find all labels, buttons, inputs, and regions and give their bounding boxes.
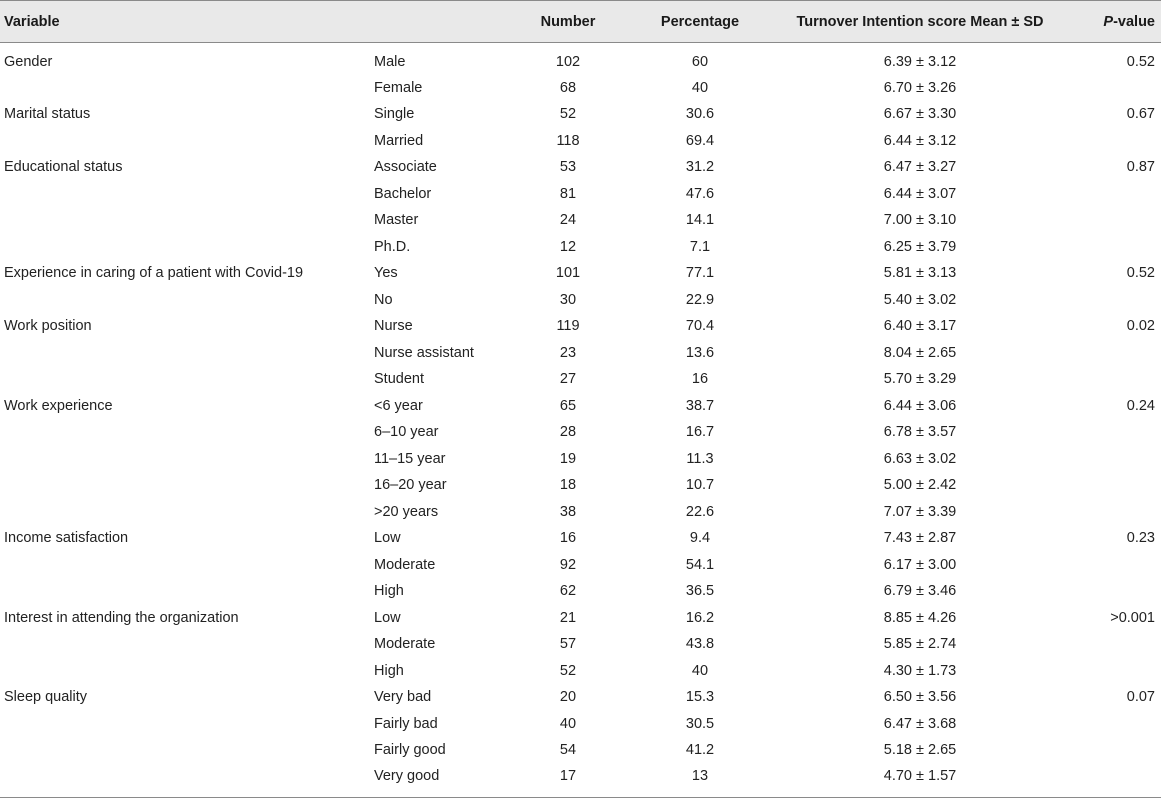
table-row xyxy=(0,446,1161,473)
cell-percentage: 40 xyxy=(691,662,709,679)
cell-p-value xyxy=(1074,711,1161,738)
cell-variable xyxy=(0,552,370,579)
cell-category: High xyxy=(374,662,404,679)
cell-variable xyxy=(0,658,370,685)
cell-mean-sd: 5.81 ± 3.13 xyxy=(883,265,957,282)
cell-number: 28 xyxy=(559,424,577,441)
cell-mean-sd: 5.85 ± 2.74 xyxy=(883,636,957,653)
header-percentage: Percentage xyxy=(634,1,766,43)
cell-number: 53 xyxy=(559,159,577,176)
cell-category: Nurse assistant xyxy=(374,344,474,361)
cell-number: 16 xyxy=(559,530,577,547)
cell-p-value: >0.001 xyxy=(1110,609,1155,626)
cell-variable xyxy=(0,366,370,393)
cell-mean-sd: 4.70 ± 1.57 xyxy=(766,764,1074,798)
cell-p-value xyxy=(1074,658,1161,685)
cell-percentage: 13.6 xyxy=(685,344,715,361)
table-row xyxy=(0,419,1161,446)
cell-percentage: 77.1 xyxy=(685,265,715,282)
cell-number: 119 xyxy=(556,318,580,335)
cell-percentage: 16 xyxy=(691,371,709,388)
table-row xyxy=(0,631,1161,658)
cell-number: 21 xyxy=(559,609,577,626)
cell-percentage: 13 xyxy=(634,764,766,798)
cell-percentage: 22.6 xyxy=(685,503,715,520)
cell-p-value xyxy=(1074,181,1161,208)
cell-p-value: 0.23 xyxy=(1126,530,1155,547)
cell-percentage: 47.6 xyxy=(685,185,715,202)
cell-category: Married xyxy=(374,132,424,149)
cell-number: 102 xyxy=(555,53,581,70)
table-row xyxy=(0,313,1161,340)
cell-percentage: 41.2 xyxy=(685,742,715,759)
cell-number: 65 xyxy=(559,397,577,414)
cell-percentage: 40 xyxy=(691,79,709,96)
cell-variable xyxy=(0,75,370,102)
cell-p-value: 0.67 xyxy=(1126,106,1155,123)
cell-p-value xyxy=(1074,207,1161,234)
cell-variable xyxy=(0,207,370,234)
cell-mean-sd: 6.25 ± 3.79 xyxy=(883,238,957,255)
table-row xyxy=(0,711,1161,738)
cell-percentage: 30.5 xyxy=(685,715,715,732)
cell-mean-sd: 6.47 ± 3.27 xyxy=(883,159,957,176)
cell-number: 20 xyxy=(559,689,577,706)
cell-p-value xyxy=(1074,234,1161,261)
table-row xyxy=(0,684,1161,711)
cell-percentage: 14.1 xyxy=(685,212,715,229)
table-row xyxy=(0,578,1161,605)
cell-variable xyxy=(0,472,370,499)
cell-category: High xyxy=(374,583,404,600)
cell-variable xyxy=(0,631,370,658)
cell-variable: Sleep quality xyxy=(4,689,88,706)
cell-category: Student xyxy=(374,371,424,388)
cell-mean-sd: 5.00 ± 2.42 xyxy=(883,477,957,494)
cell-number: 18 xyxy=(559,477,577,494)
cell-category: Moderate xyxy=(374,636,436,653)
cell-mean-sd: 6.44 ± 3.07 xyxy=(883,185,957,202)
cell-number: 57 xyxy=(559,636,577,653)
cell-category: Male xyxy=(374,53,406,70)
cell-number: 101 xyxy=(555,265,581,282)
cell-mean-sd: 6.40 ± 3.17 xyxy=(883,318,957,335)
cell-percentage: 15.3 xyxy=(685,689,715,706)
table-row xyxy=(0,658,1161,685)
cell-mean-sd: 7.43 ± 2.87 xyxy=(883,530,957,547)
cell-number: 40 xyxy=(559,715,577,732)
cell-variable xyxy=(0,711,370,738)
table-body xyxy=(0,43,1161,798)
table-row xyxy=(0,234,1161,261)
cell-percentage: 16.7 xyxy=(685,424,715,441)
cell-mean-sd: 8.85 ± 4.26 xyxy=(883,609,957,626)
table-row xyxy=(0,75,1161,102)
table-row xyxy=(0,43,1161,75)
cell-p-value xyxy=(1074,419,1161,446)
cell-variable: Work experience xyxy=(4,397,113,414)
cell-p-value xyxy=(1074,764,1161,798)
cell-number: 81 xyxy=(559,185,577,202)
table-row xyxy=(0,764,1161,798)
cell-p-value xyxy=(1074,75,1161,102)
table-row xyxy=(0,181,1161,208)
cell-percentage: 69.4 xyxy=(685,132,715,149)
cell-number: 24 xyxy=(559,212,577,229)
cell-variable: Experience in caring of a patient with Covid-19 xyxy=(4,265,304,282)
cell-number: 52 xyxy=(559,662,577,679)
header-number: Number xyxy=(502,1,634,43)
cell-variable: Interest in attending the organization xyxy=(4,609,239,626)
cell-number: 27 xyxy=(559,371,577,388)
cell-variable xyxy=(0,499,370,526)
cell-variable xyxy=(0,234,370,261)
header-p-value xyxy=(1074,1,1161,43)
cell-variable xyxy=(0,181,370,208)
cell-category: Single xyxy=(374,106,415,123)
cell-variable: Marital status xyxy=(4,106,91,123)
cell-category: Yes xyxy=(374,265,398,282)
header-p-italic: P xyxy=(1103,13,1114,30)
cell-p-value: 0.87 xyxy=(1126,159,1155,176)
cell-category: Nurse xyxy=(374,318,413,335)
cell-variable: Income satisfaction xyxy=(4,530,129,547)
cell-number: 54 xyxy=(559,742,577,759)
cell-mean-sd: 6.79 ± 3.46 xyxy=(883,583,957,600)
cell-p-value xyxy=(1074,737,1161,764)
header-mean-sd: Turnover Intention score Mean ± SD xyxy=(766,1,1074,43)
cell-category: Bachelor xyxy=(374,185,432,202)
cell-p-value: 0.52 xyxy=(1126,53,1155,70)
cell-number: 62 xyxy=(559,583,577,600)
table-row xyxy=(0,207,1161,234)
cell-percentage: 7.1 xyxy=(689,238,711,255)
header-p-rest: -value xyxy=(1113,13,1155,30)
table-row xyxy=(0,260,1161,287)
cell-percentage: 9.4 xyxy=(689,530,711,547)
cell-variable: Work position xyxy=(4,318,92,335)
header-variable: Variable xyxy=(0,1,370,43)
cell-category: Very good xyxy=(370,764,502,798)
cell-variable xyxy=(0,764,370,798)
cell-number: 12 xyxy=(559,238,577,255)
cell-percentage: 11.3 xyxy=(686,450,714,467)
cell-p-value xyxy=(1074,578,1161,605)
cell-p-value xyxy=(1074,128,1161,155)
cell-p-value xyxy=(1074,631,1161,658)
cell-percentage: 60 xyxy=(691,53,709,70)
cell-mean-sd: 6.44 ± 3.12 xyxy=(883,132,957,149)
cell-variable: Educational status xyxy=(4,159,123,176)
cell-number: 38 xyxy=(559,503,577,520)
cell-p-value xyxy=(1074,446,1161,473)
cell-category: 11–15 year xyxy=(374,450,446,467)
cell-number: 19 xyxy=(559,450,577,467)
cell-p-value: 0.02 xyxy=(1126,318,1155,335)
cell-mean-sd: 4.30 ± 1.73 xyxy=(883,662,957,679)
cell-mean-sd: 7.00 ± 3.10 xyxy=(883,212,957,229)
cell-category: <6 year xyxy=(374,397,423,414)
cell-category: >20 years xyxy=(374,503,439,520)
cell-percentage: 31.2 xyxy=(685,159,715,176)
table-row xyxy=(0,287,1161,314)
cell-category: Low xyxy=(374,609,401,626)
cell-p-value xyxy=(1074,499,1161,526)
cell-percentage: 38.7 xyxy=(685,397,715,414)
cell-variable xyxy=(0,446,370,473)
cell-category: Fairly good xyxy=(374,742,446,759)
cell-mean-sd: 6.39 ± 3.12 xyxy=(883,53,957,70)
cell-mean-sd: 6.67 ± 3.30 xyxy=(883,106,957,123)
cell-number: 68 xyxy=(559,79,577,96)
cell-mean-sd: 6.17 ± 3.00 xyxy=(883,556,957,573)
cell-number: 23 xyxy=(559,344,577,361)
table-row xyxy=(0,128,1161,155)
cell-mean-sd: 5.70 ± 3.29 xyxy=(883,371,957,388)
cell-category: 16–20 year xyxy=(374,477,447,494)
cell-number: 92 xyxy=(559,556,577,573)
cell-variable xyxy=(0,419,370,446)
cell-p-value xyxy=(1074,472,1161,499)
table-row xyxy=(0,340,1161,367)
cell-variable xyxy=(0,578,370,605)
cell-category: Female xyxy=(374,79,423,96)
table-row xyxy=(0,552,1161,579)
cell-category: 6–10 year xyxy=(374,424,439,441)
table-row xyxy=(0,472,1161,499)
cell-mean-sd: 6.44 ± 3.06 xyxy=(883,397,957,414)
cell-p-value xyxy=(1074,552,1161,579)
cell-p-value xyxy=(1074,287,1161,314)
cell-number: 118 xyxy=(556,132,580,149)
cell-category: Moderate xyxy=(374,556,436,573)
cell-variable: Gender xyxy=(4,53,53,70)
table-row xyxy=(0,101,1161,128)
cell-p-value xyxy=(1074,366,1161,393)
cell-mean-sd: 6.78 ± 3.57 xyxy=(883,424,957,441)
cell-p-value: 0.24 xyxy=(1126,397,1155,414)
cell-category: Ph.D. xyxy=(374,238,411,255)
cell-mean-sd: 7.07 ± 3.39 xyxy=(883,503,957,520)
cell-variable xyxy=(0,340,370,367)
table-row xyxy=(0,737,1161,764)
cell-variable xyxy=(0,287,370,314)
table-row xyxy=(0,525,1161,552)
table-row xyxy=(0,154,1161,181)
cell-mean-sd: 5.18 ± 2.65 xyxy=(883,742,957,759)
cell-number: 52 xyxy=(559,106,577,123)
cell-variable xyxy=(0,737,370,764)
cell-category: Master xyxy=(374,212,419,229)
table-row xyxy=(0,366,1161,393)
header-category xyxy=(370,1,502,43)
cell-mean-sd: 6.47 ± 3.68 xyxy=(883,715,957,732)
cell-mean-sd: 6.50 ± 3.56 xyxy=(883,689,957,706)
cell-mean-sd: 5.40 ± 3.02 xyxy=(883,291,957,308)
table-row xyxy=(0,499,1161,526)
cell-category: Fairly bad xyxy=(374,715,438,732)
cell-p-value: 0.52 xyxy=(1126,265,1155,282)
cell-mean-sd: 6.70 ± 3.26 xyxy=(883,79,957,96)
cell-percentage: 10.7 xyxy=(685,477,715,494)
cell-category: Low xyxy=(374,530,401,547)
cell-number: 17 xyxy=(502,764,634,798)
cell-percentage: 36.5 xyxy=(685,583,715,600)
cell-mean-sd: 6.63 ± 3.02 xyxy=(883,450,957,467)
cell-category: No xyxy=(374,291,393,308)
cell-variable xyxy=(0,128,370,155)
cell-percentage: 16.2 xyxy=(685,609,715,626)
cell-category: Very bad xyxy=(374,689,432,706)
table-row xyxy=(0,393,1161,420)
cell-percentage: 30.6 xyxy=(685,106,715,123)
cell-p-value: 0.07 xyxy=(1126,689,1155,706)
cell-percentage: 70.4 xyxy=(685,318,715,335)
cell-percentage: 43.8 xyxy=(685,636,715,653)
header-row xyxy=(0,1,1161,43)
cell-number: 30 xyxy=(559,291,577,308)
cell-mean-sd: 8.04 ± 2.65 xyxy=(883,344,957,361)
cell-p-value xyxy=(1074,340,1161,367)
table-row xyxy=(0,605,1161,632)
cell-percentage: 22.9 xyxy=(685,291,715,308)
table-header xyxy=(0,1,1161,43)
cell-category: Associate xyxy=(374,159,437,176)
cell-percentage: 54.1 xyxy=(685,556,715,573)
